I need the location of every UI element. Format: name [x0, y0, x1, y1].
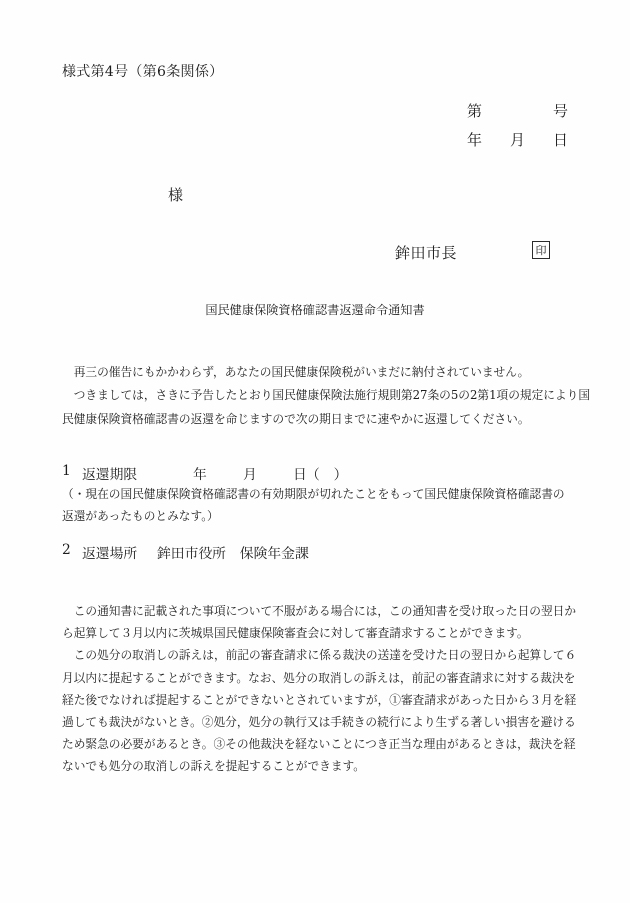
note-text-line: （・現在の国民健康保険資格確認書の有効期限が切れたことをもって国民健康保険資格確認書の [62, 487, 565, 501]
date-year-label: 年 [467, 131, 483, 149]
document-title: 国民健康保険資格確認書返還命令通知書 [205, 303, 425, 317]
return-place-value: 鉾田市役所 保険年金課 [157, 546, 309, 562]
appeal-text-line: ら起算して３月以内に茨城県国民健康保険審査会に対して審査請求することができます。 [62, 626, 529, 641]
note-text-line: 返還があったものとみなす。） [62, 509, 219, 523]
appeal-text-line: 過しても裁決がないとき。②処分，処分の執行又は手続きの続行により生ずる著しい損害を避ける [62, 715, 576, 730]
deadline-year-label: 年 [193, 467, 207, 483]
item2-label: 返還場所 [82, 546, 138, 562]
body-paragraphs [62, 361, 590, 431]
body-text-line: つきましては，さきに予告したとおり国民健康保険法施行規則第27条の5の2第1項の規定により国 [62, 388, 591, 403]
date-day-label: 日 [552, 131, 568, 149]
appeal-text-line: 月以内に提起することができます。なお、処分の取消しの訴えは，前記の審査請求に対する裁決を [62, 670, 576, 685]
item1-number: 1 [62, 463, 71, 479]
deadline-month-label: 月 [243, 467, 257, 483]
item2-number: 2 [62, 542, 71, 558]
body-text-line: 再三の催告にもかかわらず，あなたの国民健康保険税がいまだに納付されていません。 [62, 365, 530, 379]
form-number: 様式第4号（第6条関係） [62, 64, 224, 80]
deadline-note [62, 483, 565, 527]
appeal-text-line: この通知書に記載された事項について不服がある場合には，この通知書を受け取った日の翌日か [62, 604, 577, 618]
appeal-text-line: 経た後でなければ提起することができないとされていますが，①審査請求があった日から３月を経 [62, 692, 577, 707]
doc-number-suffix: 号 [552, 102, 568, 120]
appeal-instructions [62, 600, 576, 778]
body-text-line: 民健康保険資格確認書の返還を命じますので次の期日までに速やかに返還してください。 [62, 411, 530, 426]
date-month-label: 月 [509, 131, 525, 149]
deadline-day-label: 日 [293, 467, 307, 483]
item1-label: 返還期限 [82, 467, 138, 483]
appeal-text-line: ため緊急の必要があるとき。③その他裁決を経ないことにつき正当な理由があるときは，裁決を経 [62, 737, 576, 752]
deadline-blank-parentheses: （ ） [306, 467, 348, 483]
appeal-text-line: ないでも処分の取消しの訴えを提起することができます。 [62, 759, 365, 774]
date-line [467, 129, 568, 150]
appeal-text-line: この処分の取消しの訴えは，前記の審査請求に係る裁決の送達を受けた日の翌日から起算して６ [62, 648, 577, 663]
sender-name: 鉾田市長 [395, 244, 458, 262]
doc-number-prefix: 第 [467, 102, 483, 120]
doc-number-line [467, 100, 568, 121]
addressee-honorific: 様 [168, 186, 184, 204]
official-seal-box [532, 241, 550, 259]
seal-character: 印 [535, 243, 547, 257]
